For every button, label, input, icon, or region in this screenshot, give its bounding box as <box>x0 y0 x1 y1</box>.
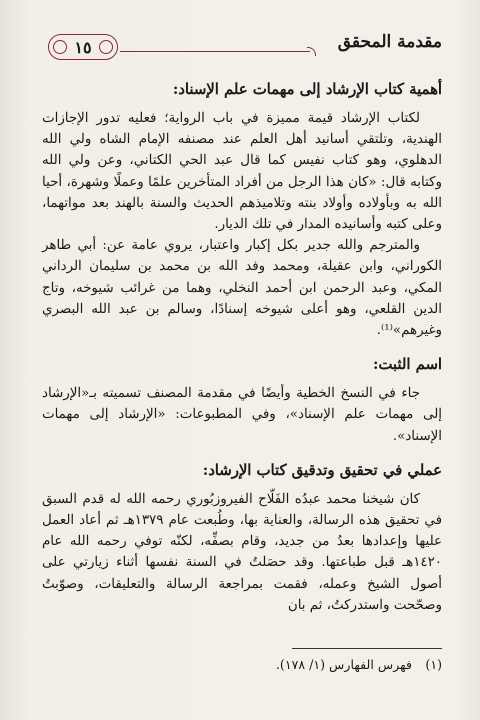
header-ornament-rule <box>120 51 310 52</box>
footnotes <box>42 648 442 675</box>
paragraph: والمترجم والله جدير بكل إكبار واعتبار، يروي عامة عن: أبي طاهر الكوراني، وابن عقيلة، ومحمد وفد الله بن محمد بن سليمان الرداني المكي، وعبد الرحمن ابن أحمد النخلي، وهما من غرائب شيوخه، وتاج الدين القلعي، وهو أعلى شيوخه إسنادًا، وسالم بن عبد الله البصري وغيرهم»⁽¹⁾. <box>42 238 442 339</box>
footnote-text: فهرس الفهارس (١/ ١٧٨). <box>275 657 412 672</box>
page-header <box>42 0 442 68</box>
section-heading: عملي في تحقيق وتدقيق كتاب الإرشاد: <box>202 461 442 479</box>
section-heading: أهمية كتاب الإرشاد إلى مهمات علم الإسناد: <box>172 81 442 98</box>
footnote-number: (١) <box>425 657 442 672</box>
page-number: ١٥ <box>74 37 92 57</box>
page-body <box>42 78 442 616</box>
section-title-name <box>42 353 442 447</box>
page-number-frame <box>48 34 118 60</box>
footnote-separator <box>292 648 442 649</box>
paragraph: كان شيخنا محمد عبدُه الفَلّاح الفيروزبُوري رحمه الله له قدم السبق في تحقيق هذه الرسالة، والعناية بها، وطُبعت عام ١٣٧٩هـ ثم أعاد العمل عليها وإعدادها بعدُ من جديد، وقام بصفِّه، لكنّه توفي رحمه الله عام ١٤٢٠هـ قبل طباعتها. وقد حصَلتُ في السنة نفسها أثناء زيارتي على أصول الشيخ وعمله، فقمت بمراجعة الرسالة والتعليقات، وصوّبتُ وصحّحت واستدركتُ، ثم بان <box>42 491 442 613</box>
section-editing-work <box>42 459 442 616</box>
footnote <box>42 655 442 675</box>
running-header-title: مقدمة المحقق <box>337 32 442 52</box>
paragraph: جاء في النسخ الخطية وأيضًا في مقدمة المصنف تسميته بـ«الإرشاد إلى مهمات علم الإسناد»، وفي المطبوعات: «الإرشاد إلى مهمات الإسناد». <box>42 386 442 444</box>
section-heading: اسم الثبت: <box>372 356 442 374</box>
section-importance <box>42 78 442 341</box>
paragraph: لكتاب الإرشاد قيمة مميزة في باب الرواية؛ فعليه تدور الإجازات الهندية، وتلتقي أسانيد أهل العلم عند مصنفه الإمام الشاه ولي الله الدهلوي، وهو كتاب نفيس كما قال عبد الحي الكتاني، وعن ولي الله وكتابه قال: «كان هذا الرجل من أفراد المتأخرين علمًا وعملًا وشهرة، أحيا الله به وبأولاده وأولاد بنته وتلاميذهم الحديث والسنة بالهند بعد مواتهما، وعلى كتبه وأسانيده المدار في تلك الديار. <box>42 111 442 233</box>
